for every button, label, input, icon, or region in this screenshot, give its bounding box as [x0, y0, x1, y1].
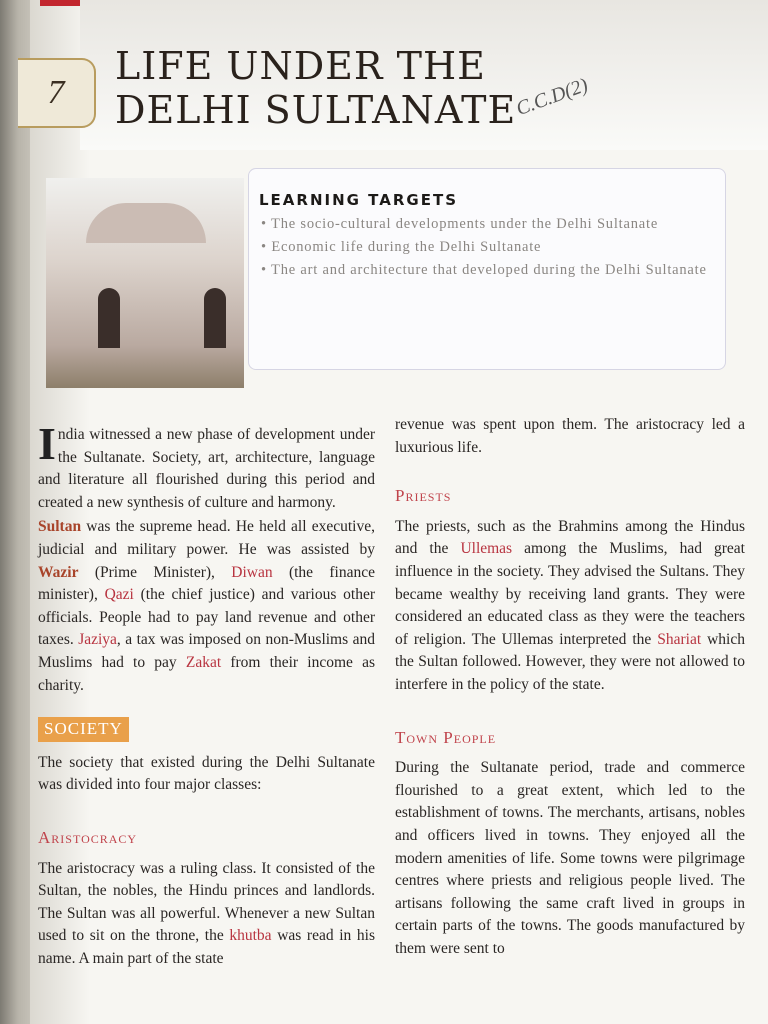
drop-cap: I [38, 418, 56, 469]
dome-shape [86, 203, 206, 243]
highlighted-term: Zakat [185, 653, 222, 671]
highlighted-term: Wazir [38, 563, 79, 581]
text-run: (Prime Minister), [78, 563, 232, 581]
priests-paragraph [395, 516, 745, 697]
arch-shape [204, 288, 226, 348]
text-run: which the Sultan followed. However, they were not allowed to interfere in the policy of the state. [395, 630, 745, 693]
monument-photo [46, 178, 244, 388]
text-run: (the chief justice) and various other officials. People had to pay land revenue and other taxes. [38, 586, 375, 649]
intro-paragraph [38, 418, 375, 514]
right-column [395, 414, 745, 962]
handwritten-note: C.C.D(2) [513, 73, 591, 121]
text-run: ndia witnessed a new phase of development under the Sultanate. Society, art, architecture, language and literature all flourished during this period and created a new synthesis of culture and harmony. [38, 426, 375, 511]
sultan-paragraph [38, 516, 375, 697]
highlighted-term: Ullemas [460, 540, 513, 558]
learning-targets-heading: LEARNING TARGETS [259, 191, 459, 209]
highlighted-term: khutba [229, 927, 272, 945]
society-section-badge: SOCIETY [38, 717, 129, 742]
arch-shape [98, 288, 120, 348]
aristocracy-heading: Aristocracy [38, 827, 138, 847]
priests-heading: Priests [395, 486, 452, 506]
town-people-heading: Town People [395, 727, 497, 747]
learning-targets-box [248, 168, 726, 370]
learning-target-item: • The socio-cultural developments under the Delhi Sultanate [261, 213, 725, 236]
text-run: (the finance minister), [38, 563, 375, 604]
text-run: The priests, such as the Brahmins among the Hindus and the [395, 517, 745, 558]
text-run: The aristocracy was a ruling class. It consisted of the Sultan, the nobles, the Hindu princes and landlords. The Sultan was all powerful. Whenever a new Sultan used to sit on the throne, the [38, 859, 375, 945]
society-paragraph [38, 752, 375, 797]
text-run: among the Muslims, had great influence in the society. They advised the Sultans. They became wealthy by receiving land grants. They were considered an educated class as they were the teachers of religion. The Ullemas interpreted the [395, 540, 745, 648]
aristocracy-paragraph [38, 858, 375, 971]
title-line-1: LIFE UNDER THE [115, 44, 486, 88]
red-edge-mark [40, 0, 80, 6]
learning-target-item: • The art and architecture that developed during the Delhi Sultanate [261, 259, 725, 282]
town-people-paragraph [395, 757, 745, 960]
highlighted-term: Sultan [38, 518, 82, 536]
text-run: revenue was spent upon them. The aristocracy led a luxurious life. [395, 416, 745, 456]
left-column [38, 418, 376, 972]
text-run: from their income as charity. [38, 653, 375, 694]
highlighted-term: Shariat [657, 630, 702, 648]
text-run: was the supreme head. He held all executive, judicial and military power. He was assisted by [38, 518, 375, 558]
learning-target-item: • Economic life during the Delhi Sultanate [261, 236, 725, 259]
text-run: , a tax was imposed on non-Muslims and Muslims had to pay [38, 631, 375, 671]
chapter-number-tab: 7 [18, 58, 96, 128]
text-run: was read in his name. A main part of the state [38, 927, 376, 967]
title-line-2: DELHI SULTANATE [115, 88, 517, 132]
text-run: During the Sultanate period, trade and commerce flourished to a great extent, which led to the establishment of towns. The merchants, artisans, nobles and officers lived in towns. They enjoyed all the modern amenities of life. Some towns were pilgrimage centres where priests and religious people lived. The artisans following the same craft lived in groups in certain parts of the towns. The goods manufactured by them were sent to [395, 759, 745, 957]
text-run: The society that existed during the Delhi Sultanate was divided into four major classes: [38, 753, 375, 794]
highlighted-term: Qazi [104, 586, 134, 604]
continued-paragraph [395, 414, 745, 459]
chapter-title [115, 44, 516, 132]
highlighted-term: Jaziya [78, 631, 117, 649]
highlighted-term: Diwan [231, 563, 273, 581]
